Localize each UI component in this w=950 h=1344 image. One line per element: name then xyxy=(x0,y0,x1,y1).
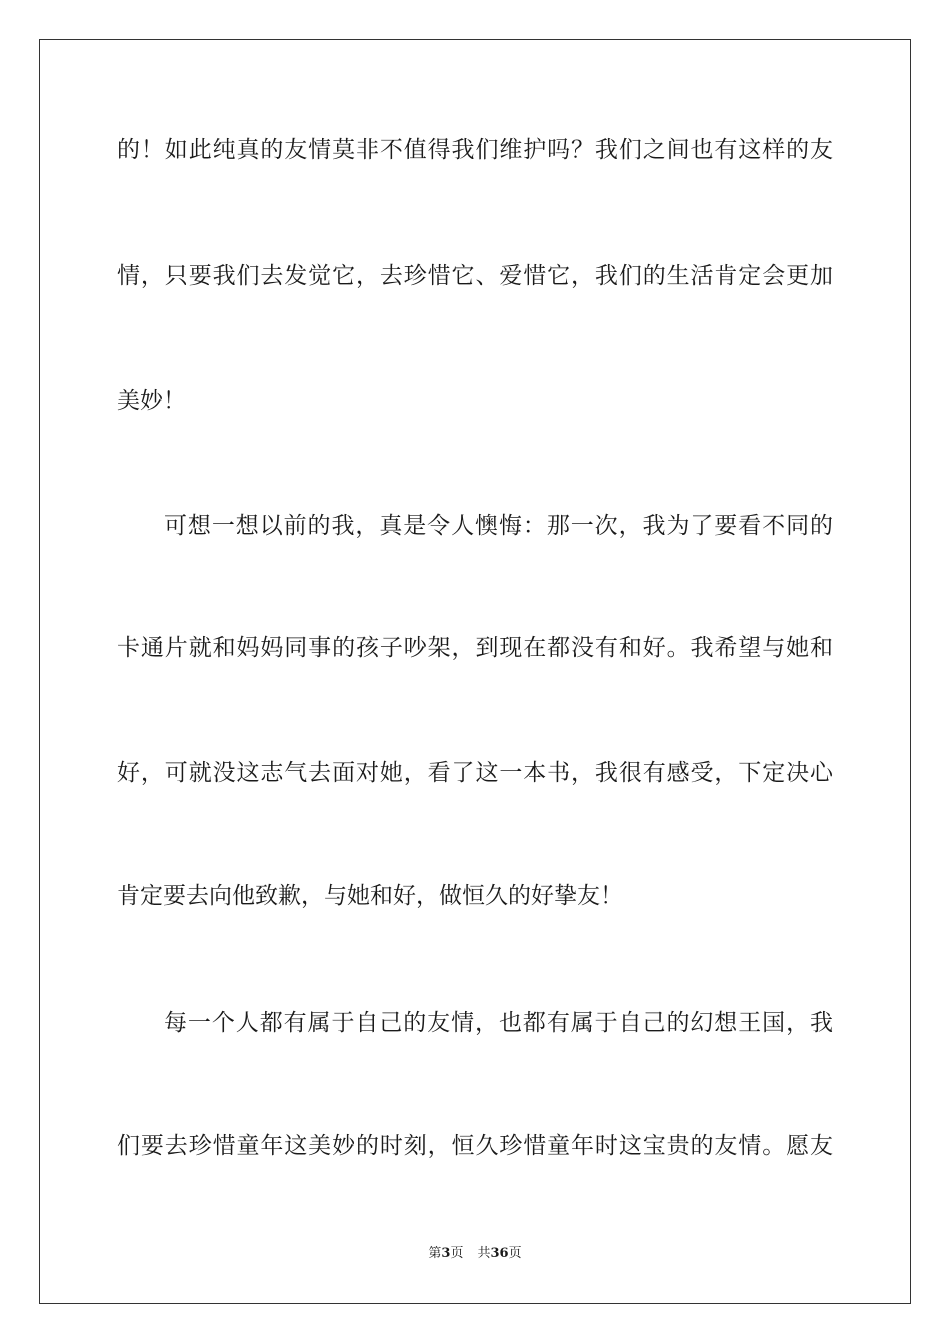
body-text-line: 的！如此纯真的友情莫非不值得我们维护吗？我们之间也有这样的友 xyxy=(117,137,833,163)
body-text-line: 美妙！ xyxy=(117,388,186,414)
footer-total-pages: 36 xyxy=(490,1246,509,1261)
footer-total-suffix: 页 xyxy=(508,1246,522,1261)
body-text-line: 肯定要去向他致歉，与她和好，做恒久的好挚友！ xyxy=(117,883,623,909)
footer-total-prefix: 共 xyxy=(477,1246,491,1261)
footer-page-suffix: 页 xyxy=(450,1246,464,1261)
paragraph-first-line: 每一个人都有属于自己的友情，也都有属于自己的幻想王国，我 xyxy=(164,1010,833,1036)
footer-page-number: 3 xyxy=(441,1246,451,1261)
body-text-line: 们要去珍惜童年这美妙的时刻，恒久珍惜童年时这宝贵的友情。愿友 xyxy=(117,1133,833,1159)
page-border xyxy=(39,39,911,1304)
body-text-line: 卡通片就和妈妈同事的孩子吵架，到现在都没有和好。我希望与她和 xyxy=(117,635,833,661)
paragraph-first-line: 可想一想以前的我，真是令人懊悔：那一次，我为了要看不同的 xyxy=(164,513,833,539)
body-text-line: 好，可就没这志气去面对她，看了这一本书，我很有感受，下定决心 xyxy=(117,760,833,786)
page-footer xyxy=(0,1245,950,1263)
body-text-line: 情，只要我们去发觉它，去珍惜它、爱惜它，我们的生活肯定会更加 xyxy=(117,263,833,289)
footer-page-prefix: 第 xyxy=(428,1246,442,1261)
